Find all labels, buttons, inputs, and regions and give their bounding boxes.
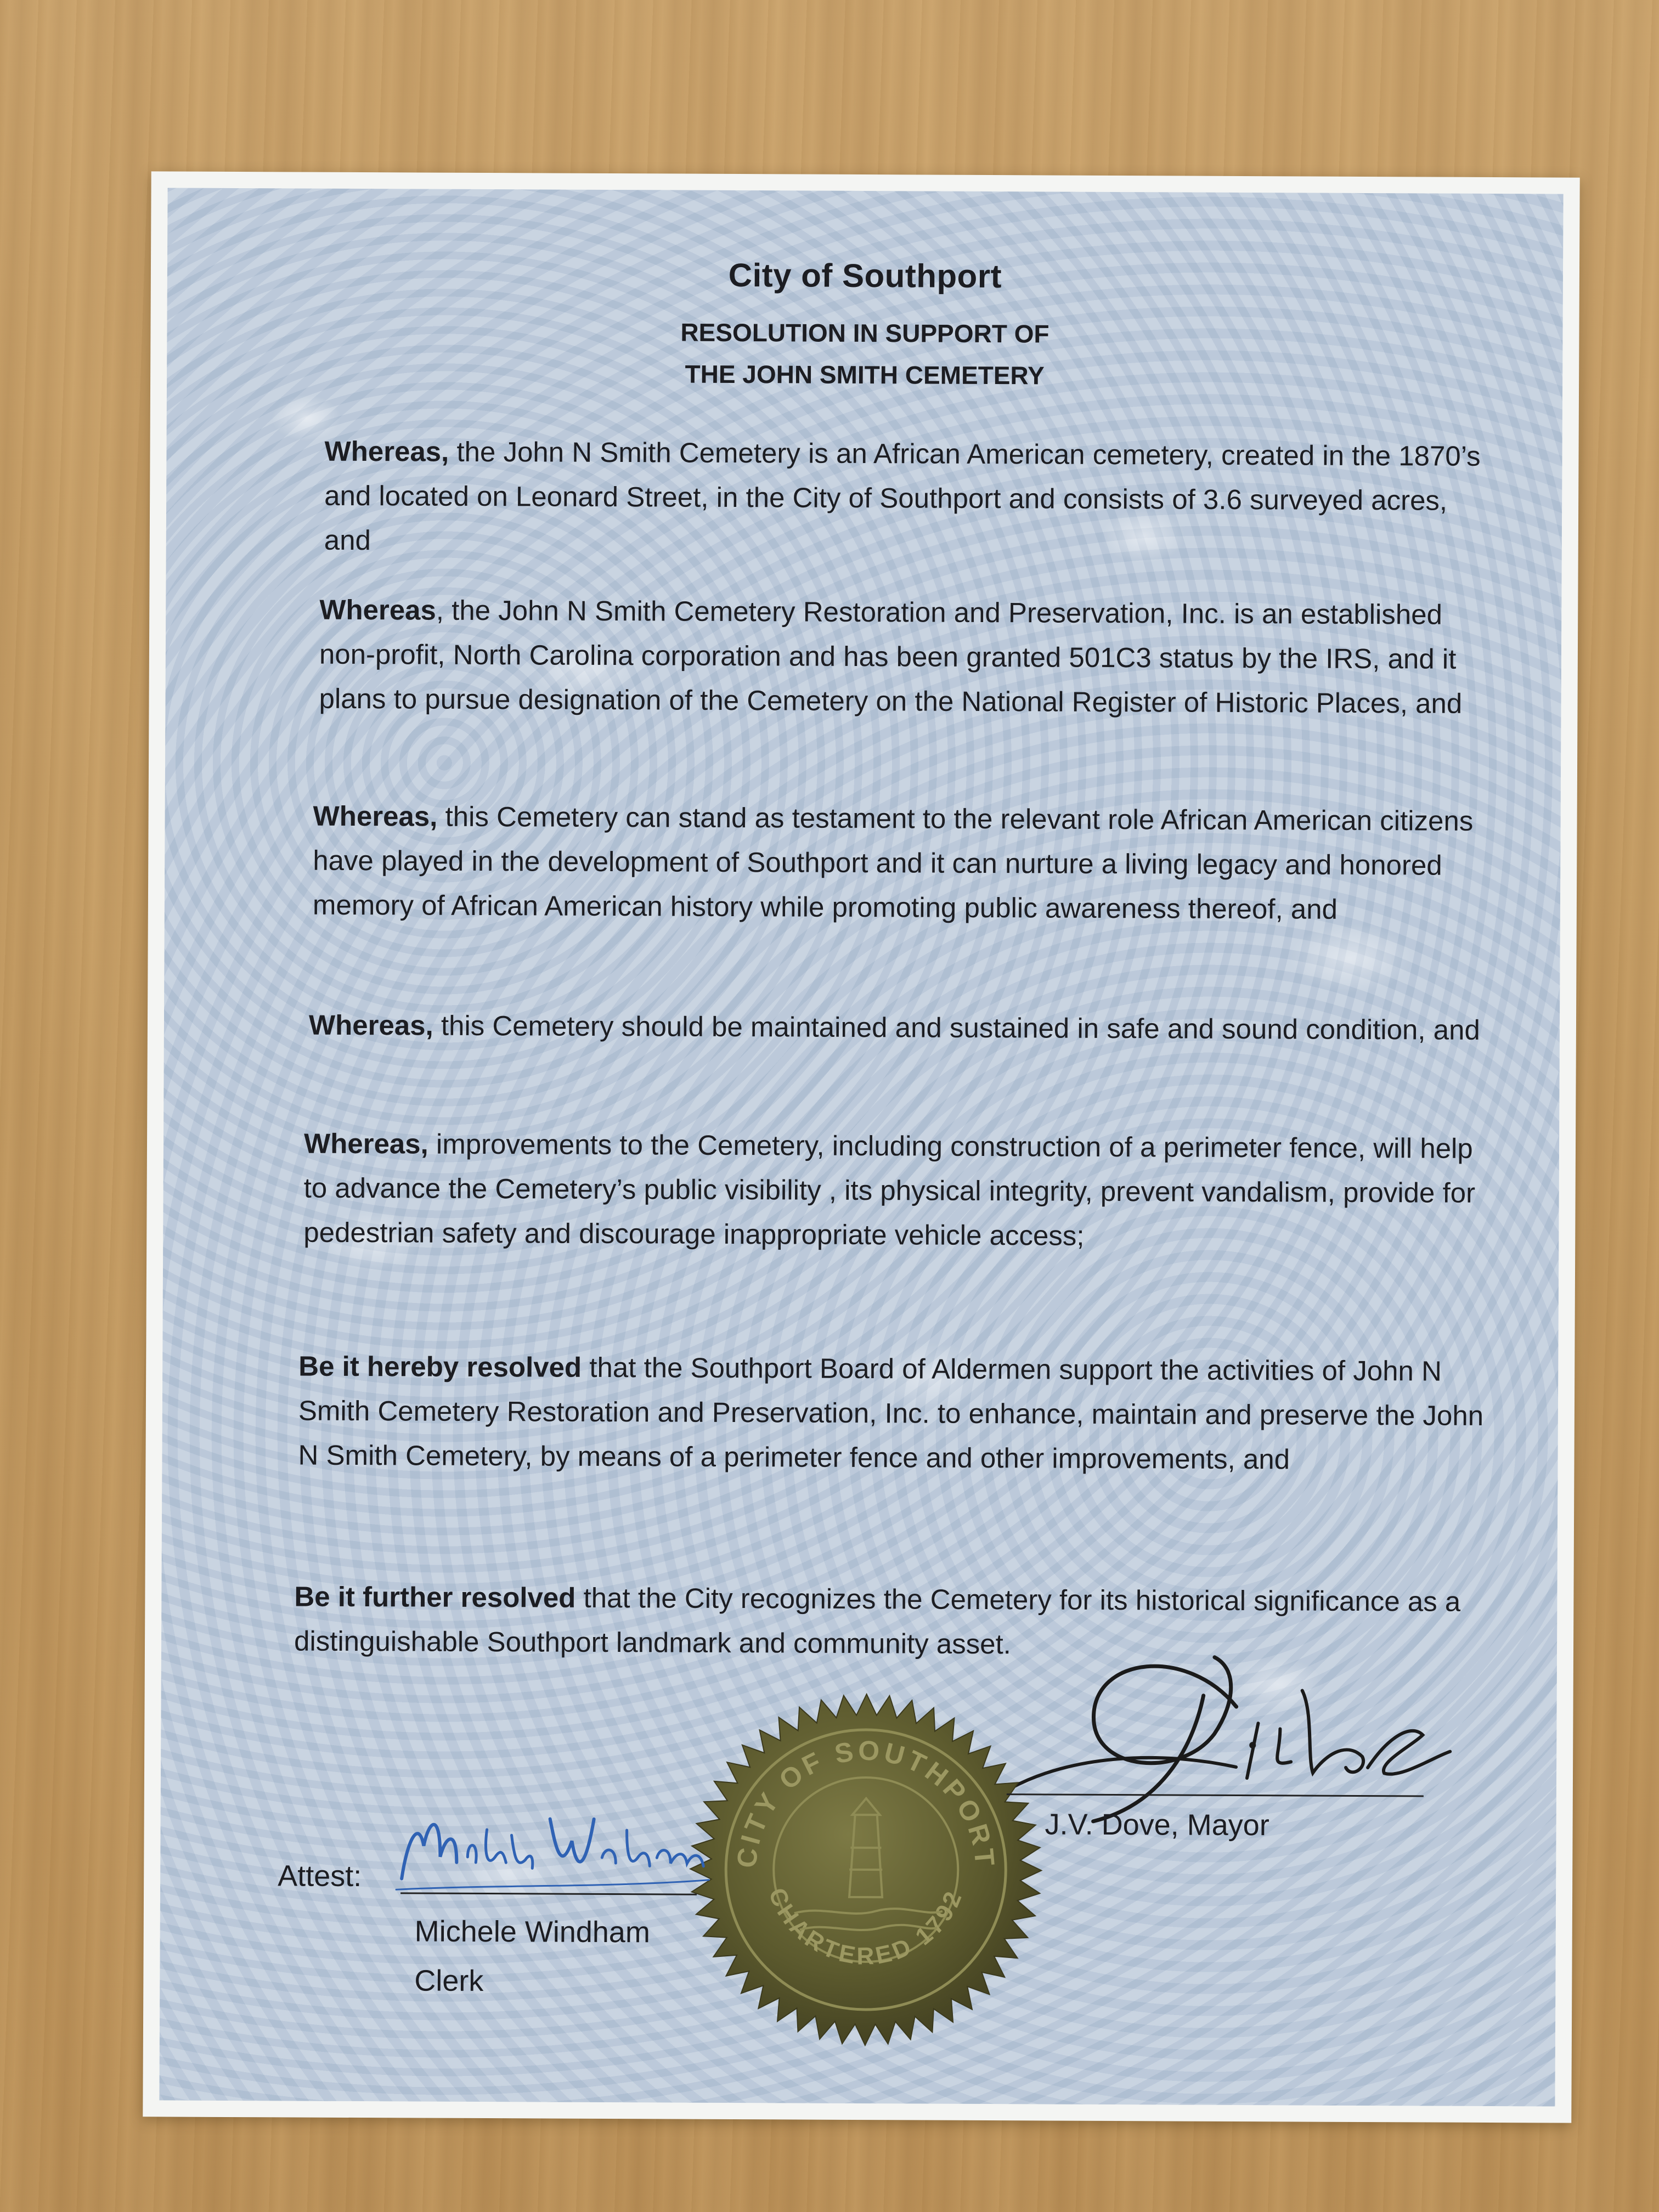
paragraph-lead: Whereas, xyxy=(313,800,438,832)
paragraph-lead: Whereas, xyxy=(324,435,449,467)
paragraph-text: , the John N Smith Cemetery Restoration and Preservation, Inc. is an established non-profit, North Carolina corporation and has been granted 501C3 status by the IRS, and it plans to pursue designation of the Cemetery on the National Register of Historic Places, and xyxy=(319,594,1463,719)
resolution-paper xyxy=(143,171,1579,2123)
city-seal xyxy=(684,1688,1048,2052)
whereas-paragraph-5 xyxy=(303,1121,1483,1260)
paragraph-lead: Be it hereby resolved xyxy=(298,1350,582,1383)
paragraph-text: this Cemetery can stand as testament to the relevant role African American citizens have played in the development of Southport and it can nurture a living legacy and honored memory of African American history while promoting public awareness thereof, and xyxy=(312,800,1474,925)
paragraph-text: that the City recognizes the Cemetery for its historical significance as a distinguishable Southport landmark and community asset. xyxy=(294,1582,1461,1660)
document-subtitle-line1: RESOLUTION IN SUPPORT OF xyxy=(680,318,1049,348)
paragraph-text: that the Southport Board of Aldermen support the activities of John N Smith Cemetery Restoration and Preservation, Inc. to enhance, maintain and preserve the John N Smith Cemetery, by means of a perimeter fence and other improvements, and xyxy=(298,1351,1484,1475)
paragraph-lead: Whereas xyxy=(319,594,436,626)
whereas-paragraph-1 xyxy=(324,429,1499,567)
whereas-paragraph-4 xyxy=(309,1003,1483,1052)
paragraph-lead: Be it further resolved xyxy=(294,1581,576,1613)
clerk-signature xyxy=(385,1796,715,1902)
paragraph-lead: Whereas, xyxy=(308,1009,433,1041)
document-subtitle-line2: THE JOHN SMITH CEMETERY xyxy=(685,359,1045,390)
paragraph-text: this Cemetery should be maintained and sustained in safe and sound condition, and xyxy=(433,1009,1480,1046)
document-content xyxy=(143,171,1579,2123)
whereas-paragraph-2 xyxy=(319,588,1493,726)
mayor-name: J.V. Dove, Mayor xyxy=(1045,1808,1269,1842)
paragraph-text: the John N Smith Cemetery is an African American cemetery, created in the 1870’s and located on Leonard Street, in the City of Southport and consists of 3.6 surveyed acres, and xyxy=(324,436,1481,556)
attest-label: Attest: xyxy=(278,1859,362,1893)
whereas-paragraph-3 xyxy=(313,794,1493,932)
clerk-name: Michele Windham xyxy=(414,1915,651,1949)
resolved-paragraph-1 xyxy=(298,1344,1494,1483)
paragraph-lead: Whereas, xyxy=(303,1127,428,1160)
document-title: City of Southport xyxy=(728,256,1002,295)
clerk-title: Clerk xyxy=(414,1964,484,1998)
paragraph-text: improvements to the Cemetery, including construction of a perimeter fence, will help to advance the Cemetery’s public visibility , its physical integrity, prevent vandalism, provide for pedestrian safety and discourage inappropriate vehicle access; xyxy=(303,1128,1476,1251)
seal-text-bottom: CHARTERED 1792 xyxy=(763,1884,968,1970)
seal-text-top: CITY OF SOUTHPORT xyxy=(731,1735,1001,1871)
